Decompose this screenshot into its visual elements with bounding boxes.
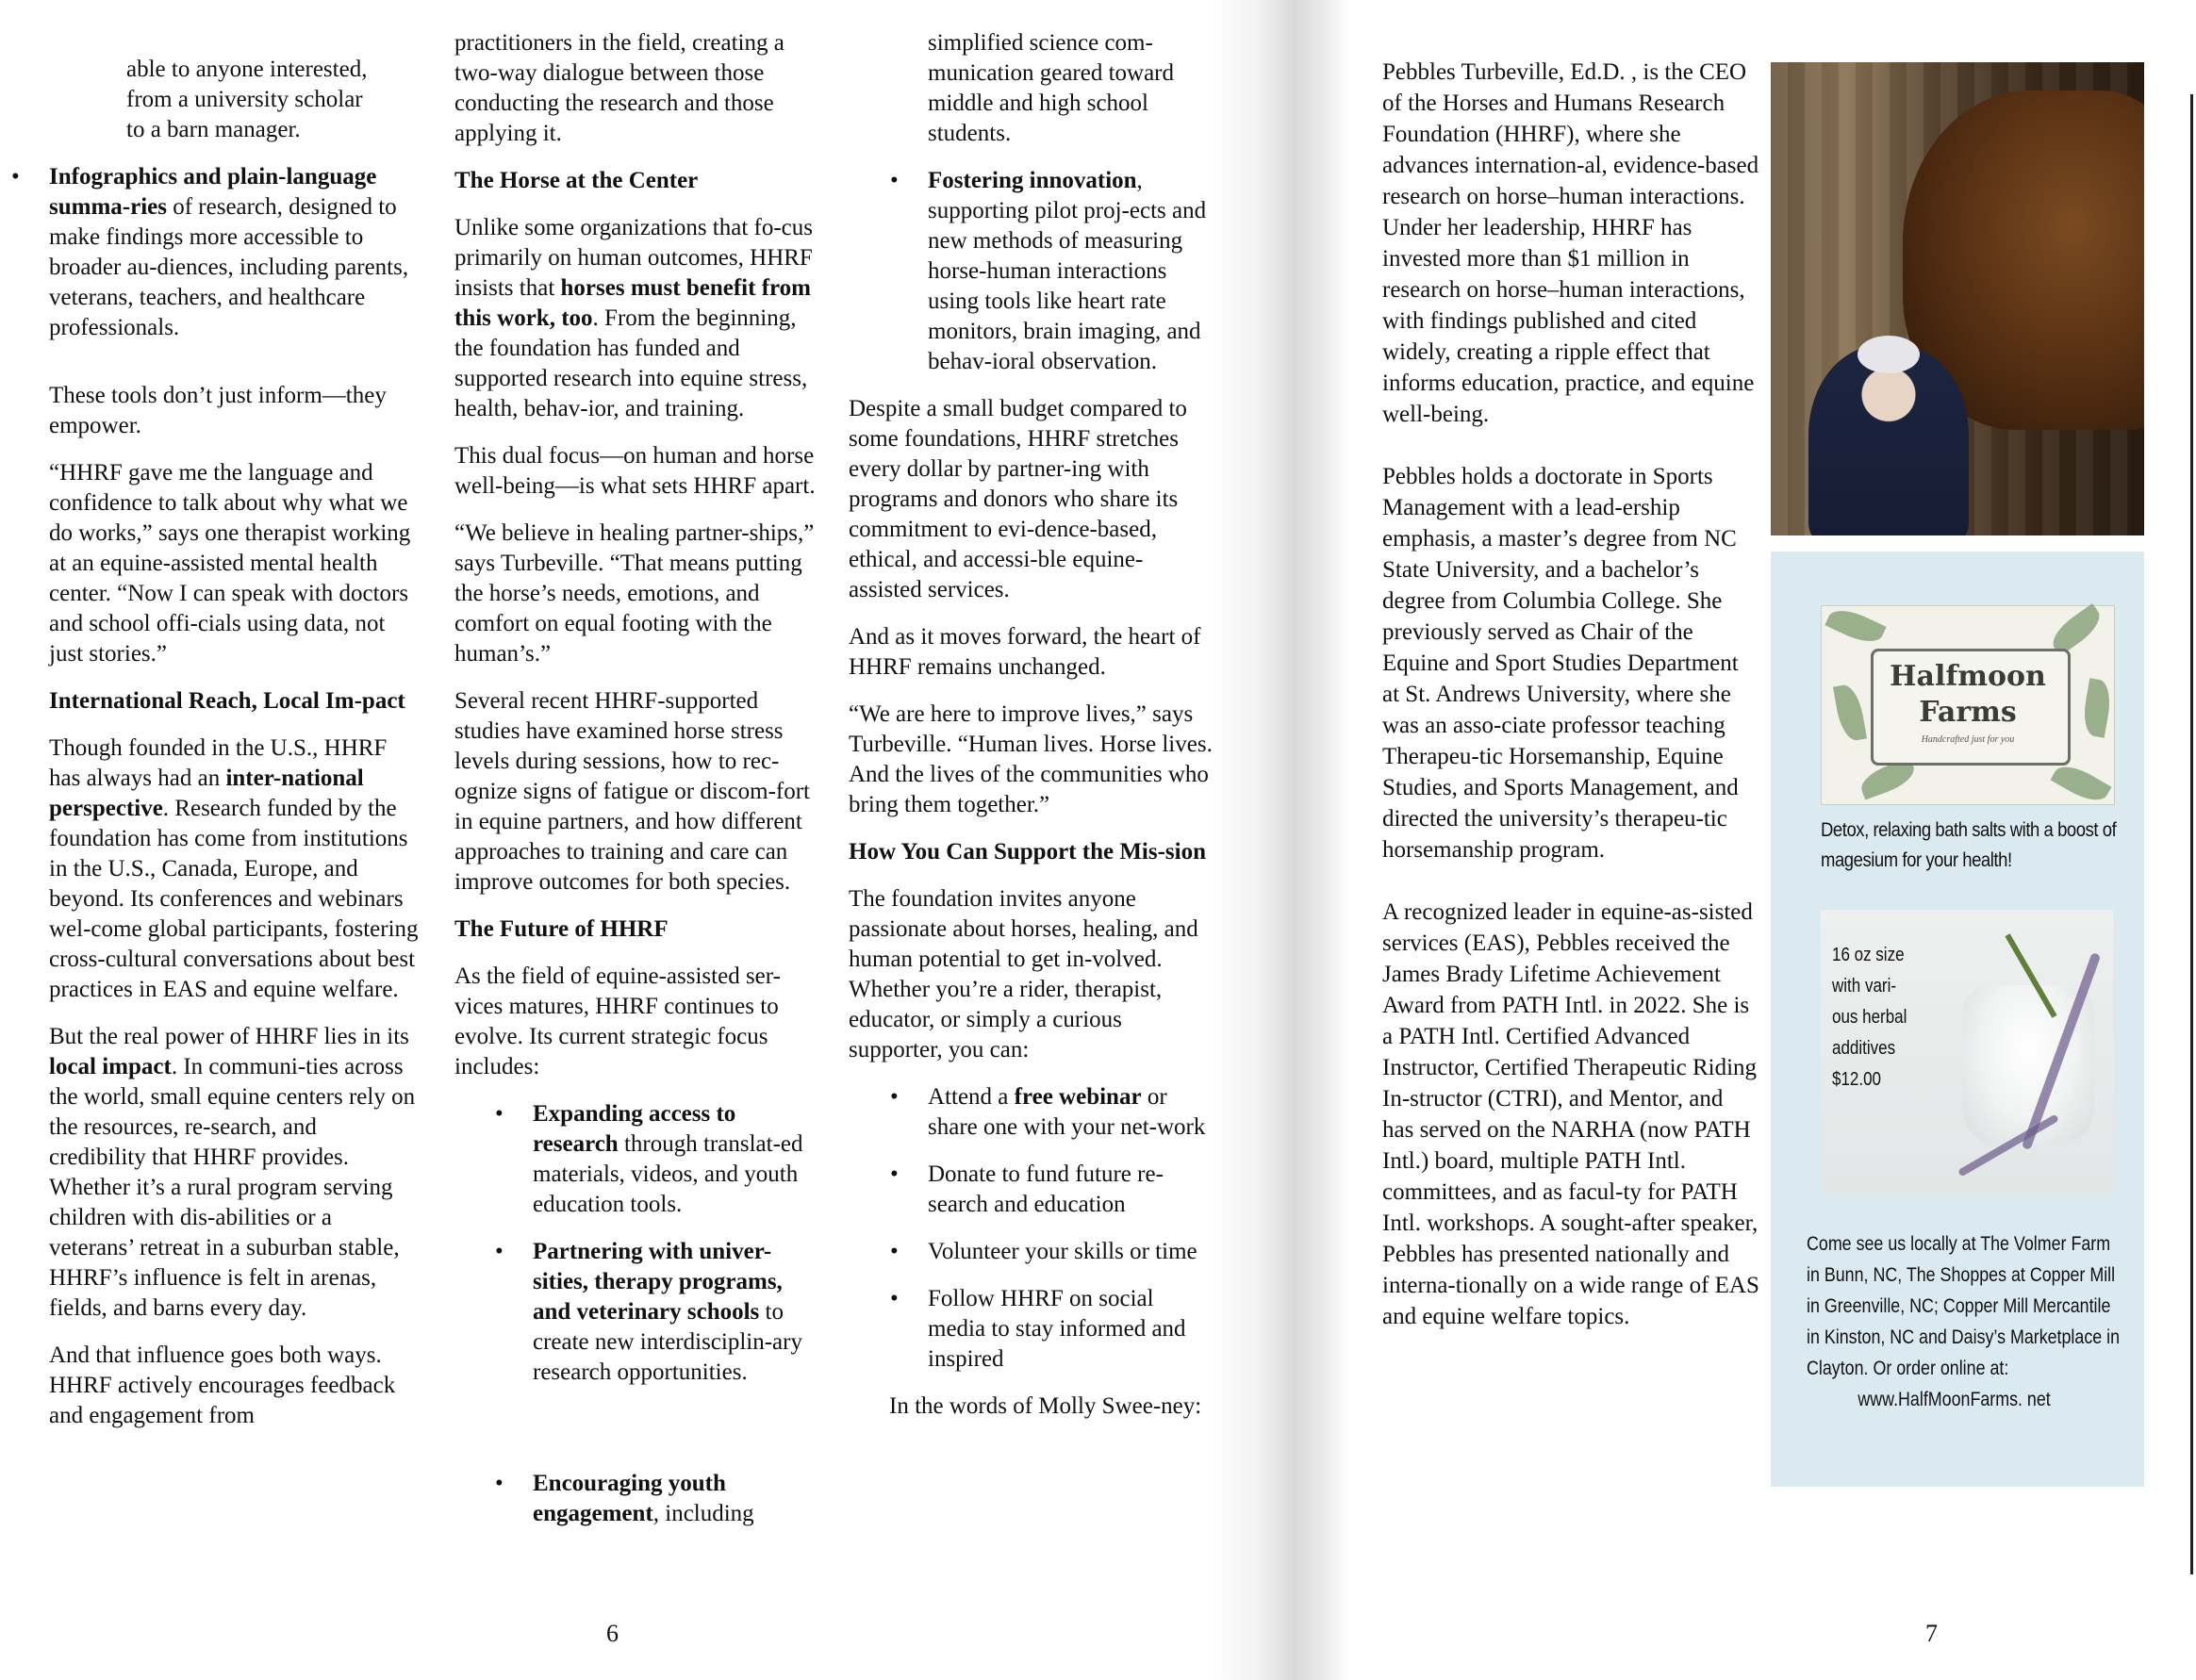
bullet-text: through translat-ed materials, videos, and youth education tools. — [533, 1131, 803, 1217]
paragraph: The foundation invites anyone passionate about horses, healing, and human potential to get in-volved. Whether you’re a rider, therapist, educator, or simply a curious supporter, you can: — [849, 886, 1198, 1062]
list-item — [533, 1469, 822, 1529]
left-column-1 — [49, 55, 419, 1448]
price-line: $12.00 — [1832, 1069, 1881, 1090]
paragraph: And that influence goes both ways. HHRF actively encourages feedback and engagement from — [49, 1342, 396, 1428]
locations-caption — [1807, 1228, 2127, 1415]
text: . Research funded by the foundation has come from institutions in the U.S., Canada, Europe, and beyond. Its conferences and webinars wel-come global participants, fostering cross-cultural conversations about best practices in EAS and equine welfare. — [49, 796, 419, 1002]
list-item — [533, 1237, 822, 1388]
bath-salt-photo — [1821, 910, 2113, 1193]
list-item: • Volunteer your skills or time — [928, 1237, 1216, 1267]
text: Attend a — [928, 1084, 1015, 1110]
paragraph: As the field of equine-assisted ser-vices matures, HHRF continues to evolve. Its current strategic focus includes: — [454, 964, 781, 1079]
author-bio — [1382, 57, 1759, 1363]
paragraph: In the words of Molly Swee-ney: — [889, 1393, 1202, 1419]
list-item — [928, 166, 1216, 377]
bio-paragraph: Pebbles Turbeville, Ed.D. , is the CEO of the Horses and Humans Research Foundation (HHRF), where she advances internation-al, evidence-based research on horse–human interactions. Under her leadership, HHRF has invested more than $1 million in research on horse–human interactions, with findings published and cited widely, creating a ripple effect that informs education, practice, and equine well-being. — [1382, 59, 1759, 427]
left-column-2 — [454, 28, 822, 1546]
page-number-right: 7 — [1925, 1620, 1938, 1647]
website-url[interactable]: www.HalfMoonFarms. net — [1858, 1389, 2051, 1410]
paragraph — [49, 733, 419, 1005]
halfmoon-farms-ad — [1771, 552, 2144, 1487]
page-number-left: 6 — [606, 1620, 619, 1647]
price-info — [1832, 940, 1928, 1095]
paragraph: Despite a small budget compared to some foundations, HHRF stretches every dollar by partner-ing with programs and donors who share its commitment to evi-dence-based, ethical, and accessi-ble equine-assisted services. — [849, 396, 1187, 602]
text: or share one with your net-work — [928, 1084, 1206, 1140]
book-gutter — [1207, 0, 1348, 1680]
cont-line: able to anyone interested, — [126, 57, 368, 82]
product-caption: Detox, relaxing bath salts with a boost of magesium for your health! — [1821, 819, 2117, 871]
brand-logo — [1821, 605, 2115, 805]
paragraph — [49, 1022, 419, 1324]
text: . From the beginning, the foundation has funded and supported research into equine stress, health, behav-ior, and training. — [454, 305, 808, 421]
paragraph: This dual focus—on human and horse well-being—is what sets HHRF apart. — [454, 443, 816, 499]
bullet-bold: Encouraging youth engagement — [533, 1471, 726, 1526]
list-item-continued — [928, 28, 1216, 149]
person-hair — [1858, 336, 1920, 373]
cont-line: to a barn manager. — [126, 117, 301, 142]
leaf-icon — [2051, 759, 2112, 809]
bullet-text: , supporting pilot proj-ects and new methods of measuring horse-human interactions using tools like heart rate monitors, brain imaging, and behav-ioral observation. — [928, 168, 1207, 374]
paragraph: These tools don’t just inform—they empower. — [49, 383, 387, 438]
paragraph: “We are here to improve lives,” says Turbeville. “Human lives. Horse lives. And the lives of the communities who bring them together.” — [849, 701, 1213, 817]
price-line: 16 oz size — [1832, 945, 1905, 965]
bullet-continuation — [849, 28, 1216, 377]
page-edge-line — [2190, 94, 2193, 1574]
bullet-text: to create new interdisciplin-ary research opportunities. — [533, 1299, 802, 1385]
paragraph: And as it moves forward, the heart of HHRF remains unchanged. — [849, 624, 1201, 680]
left-column-3 — [849, 28, 1216, 1439]
text: Though founded in the U.S., HHRF has always had an — [49, 735, 388, 791]
paragraph: “HHRF gave me the language and confidence to talk about why what we do works,” says one therapist working at an equine-assisted mental health center. “Now I can speak with doctors and school offi-cials using data, not just stories.” — [49, 460, 411, 667]
leaf-icon — [1824, 603, 1886, 650]
bullet-bold: Partnering with univer-sities, therapy programs, and veterinary schools — [533, 1239, 783, 1325]
paragraph: practitioners in the field, creating a two-way dialogue between those conducting the research and those applying it. — [454, 30, 784, 146]
price-line: ous herbal — [1832, 1007, 1907, 1028]
bold-text: free webinar — [1014, 1084, 1142, 1110]
text: . In communi-ties across the world, small equine centers rely on the resources, re-search, and credibility that HHRF provides. Whether it’s a rural program serving children with dis-abilities or a veterans’ retreat in a suburban stable, HHRF’s influence is felt in arenas, fields, and barns every day. — [49, 1054, 416, 1321]
cont-line: from a university scholar — [126, 87, 363, 112]
section-heading: International Reach, Local Im-pact — [49, 688, 405, 714]
bullet-list — [849, 1082, 1216, 1375]
list-item — [49, 162, 419, 343]
bold-text: horses must benefit from this work, too — [454, 275, 811, 331]
price-line: with vari- — [1832, 976, 1897, 996]
bold-text: inter-national perspective — [49, 766, 364, 821]
locations-text: Come see us locally at The Volmer Farm in Bunn, NC, The Shoppes at Copper Mill in Greenville, NC; Copper Mill Mercantile in Kinston, NC and Daisy’s Marketplace in Clayton. Or order online at: — [1807, 1233, 2121, 1379]
bio-paragraph: Pebbles holds a doctorate in Sports Management with a lead-ership emphasis, a master’s degree from NC State University, and a bachelor’s degree from Columbia College. She previously served as Chair of the Equine and Sport Studies Department at St. Andrews University, where she was an asso-ciate professor teaching Therapeu-tic Horsemanship, Equine Studies, and Sports Management, and directed the university’s therapeu-tic horsemanship program. — [1382, 464, 1739, 863]
portrait-photo — [1771, 62, 2144, 535]
list-item — [533, 1099, 822, 1220]
brand-tagline: Handcrafted just for you — [1921, 734, 2015, 745]
paragraph: Several recent HHRF-supported studies have examined horse stress levels during sessions, how to rec-ognize signs of fatigue or discom-fort in equine partners, and how different approaches to training and care can improve outcomes for both species. — [454, 688, 810, 895]
list-item — [928, 1082, 1216, 1143]
bullet-list — [454, 1099, 822, 1529]
brand-name: Halfmoon Farms — [1890, 660, 2046, 729]
section-heading: The Future of HHRF — [454, 916, 669, 942]
bullet-list — [49, 162, 419, 343]
bullet-bold: Fostering innovation — [928, 168, 1137, 193]
text: simplified science com-munication geared toward middle and high school students. — [928, 30, 1175, 146]
text: Unlike some organizations that fo-cus primarily on human outcomes, HHRF insists that — [454, 215, 814, 301]
leaf-icon — [2080, 678, 2114, 738]
paragraph — [454, 213, 822, 424]
bullet-bold: Expanding access to research — [533, 1101, 736, 1157]
person-figure — [1808, 345, 1969, 535]
list-item: • Follow HHRF on social media to stay informed and inspired — [928, 1284, 1216, 1375]
section-heading: The Horse at the Center — [454, 168, 699, 193]
list-item: • Donate to fund future re-search and education — [928, 1160, 1216, 1220]
price-line: additives — [1832, 1038, 1896, 1059]
bullet-text: , including — [652, 1501, 754, 1526]
bullet-text: of research, designed to make findings more accessible to broader au-diences, including parents, veterans, teachers, and healthcare professionals. — [49, 194, 409, 340]
continued-bullet-text — [49, 55, 419, 145]
text: But the real power of HHRF lies in its — [49, 1024, 409, 1049]
section-heading: How You Can Support the Mis-sion — [849, 839, 1207, 865]
bold-text: local impact — [49, 1054, 172, 1079]
bio-paragraph: A recognized leader in equine-as-sisted services (EAS), Pebbles received the James Brady Lifetime Achievement Award from PATH Intl. in 2022. She is a PATH Intl. Certified Advanced Instructor, Certified Therapeutic Riding In-structor (CTRI), and Mentor, and has served on the NARHA (now PATH Intl.) board, multiple PATH Intl. committees, and as facul-ty for PATH Intl. workshops. A sought-after speaker, Pebbles has presented nationally and interna-tionally on a wide range of EAS and equine welfare topics. — [1382, 899, 1759, 1329]
paragraph: “We believe in healing partner-ships,” says Turbeville. “That means putting the horse’s needs, emotions, and comfort on equal footing with the human’s.” — [454, 520, 815, 667]
bullet-bold: Infographics and plain-language summa-ries — [49, 164, 377, 220]
leaf-icon — [1833, 683, 1867, 743]
